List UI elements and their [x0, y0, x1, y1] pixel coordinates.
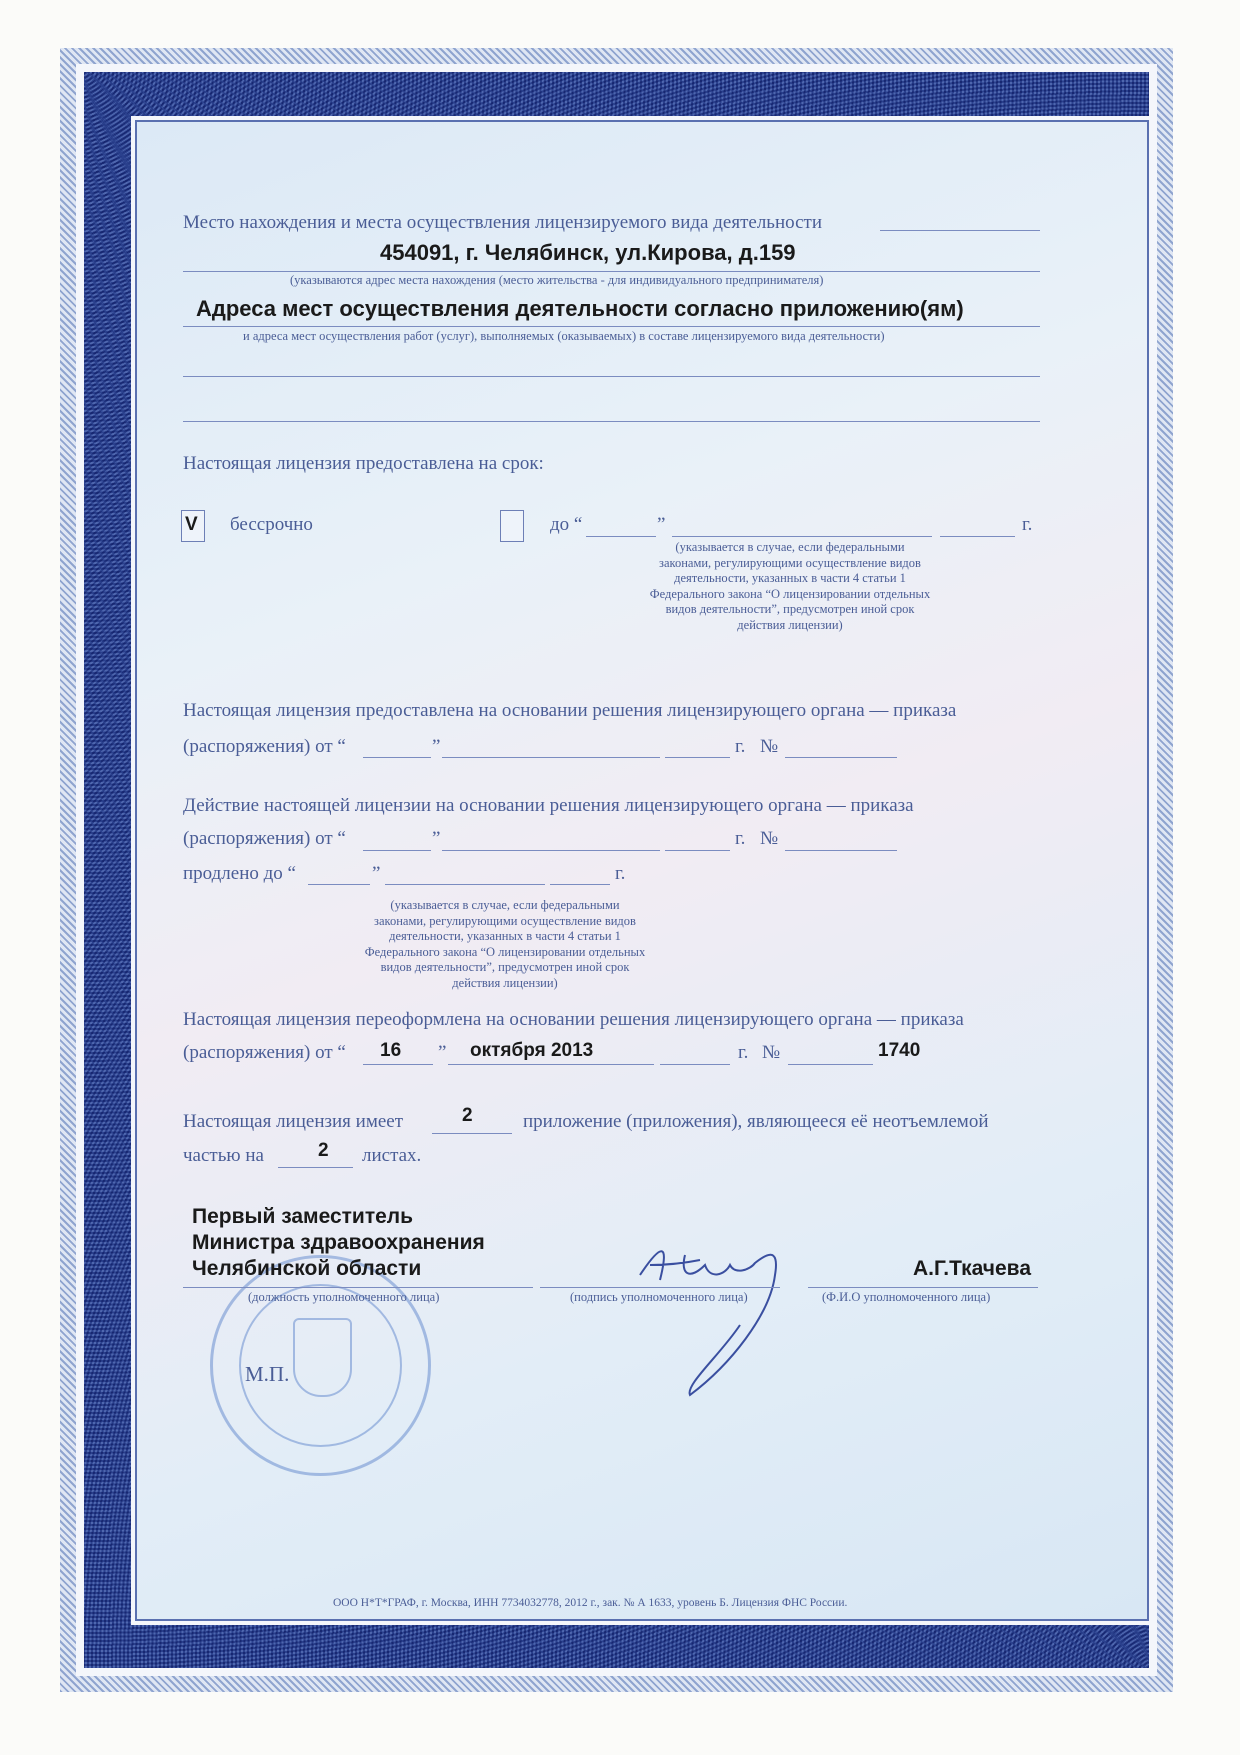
position-line: Министра здравоохранения [192, 1231, 485, 1254]
address-hint: (указываются адрес места нахождения (место жительства - для индивидуального предпринимателя) [290, 273, 824, 287]
extension-line1: Действие настоящей лицензии на основании решения лицензирующего органа — приказа [183, 795, 914, 816]
term-footnote: (указывается в случае, если федеральными законами, регулирующими осуществление видов деятельности, указанных в части 4 статьи 1 Федерального закона “О лицензировании отдельных видов деятельности”, предусмотрен иной срок действия лицензии) [649, 540, 931, 632]
until-label: до “ [550, 514, 583, 535]
name-hint: (Ф.И.О уполномоченного лица) [822, 1290, 991, 1304]
seal-label: М.П. [245, 1362, 290, 1386]
check-mark: V [185, 514, 198, 535]
g: г. [615, 863, 626, 884]
reissue-day: 16 [380, 1040, 402, 1061]
quote: ” [432, 736, 441, 757]
no: № [760, 736, 779, 757]
signature-hint: (подпись уполномоченного лица) [570, 1290, 748, 1304]
quote: ” [432, 828, 441, 849]
activity-hint: и адреса мест осуществления работ (услуг), выполняемых (оказываемых) в составе лицензируемого вида деятельности) [243, 329, 885, 343]
reissue-month-year: октября 2013 [470, 1040, 594, 1061]
signature-image [630, 1235, 810, 1400]
indefinite-label: бессрочно [230, 514, 313, 535]
extended-until: продлено до “ [183, 863, 296, 884]
quote: ” [657, 514, 666, 535]
address: 454091, г. Челябинск, ул.Кирова, д.159 [380, 240, 796, 265]
until-checkbox[interactable] [500, 510, 524, 542]
g: г. [735, 736, 746, 757]
signatory-name: А.Г.Ткачева [913, 1257, 1031, 1280]
quote: ” [438, 1042, 447, 1063]
no: № [760, 828, 779, 849]
activity-addresses: Адреса мест осуществления деятельности согласно приложению(ям) [196, 296, 964, 321]
appendix-suffix: приложение (приложения), являющееся её неотъемлемой [523, 1111, 989, 1132]
reissue-line2: (распоряжения) от “ [183, 1042, 346, 1063]
basis-line1: Настоящая лицензия предоставлена на основании решения лицензирующего органа — приказа [183, 700, 957, 721]
quote: ” [372, 863, 381, 884]
g: г. [738, 1042, 749, 1063]
extension-footnote: (указывается в случае, если федеральными законами, регулирующими осуществление видов деятельности, указанных в части 4 статьи 1 Федерального закона “О лицензировании отдельных видов деятельности”, предусмотрен иной срок действия лицензии) [364, 898, 646, 990]
term-label: Настоящая лицензия предоставлена на срок: [183, 453, 544, 474]
appendix-prefix: Настоящая лицензия имеет [183, 1111, 404, 1132]
appendix-line2-suffix: листах. [362, 1145, 422, 1166]
official-seal [210, 1255, 431, 1476]
position-line: Первый заместитель [192, 1205, 414, 1228]
reissue-line1: Настоящая лицензия переоформлена на основании решения лицензирующего органа — приказа [183, 1009, 964, 1030]
appendix-sheets: 2 [318, 1140, 329, 1161]
basis-line2: (распоряжения) от “ [183, 736, 346, 757]
year-suffix: г. [1022, 514, 1033, 535]
g: г. [735, 828, 746, 849]
position-line: Челябинской области [192, 1257, 422, 1280]
no: № [762, 1042, 781, 1063]
extension-line2: (распоряжения) от “ [183, 828, 346, 849]
appendix-line2: частью на [183, 1145, 264, 1166]
indefinite-checkbox[interactable] [181, 510, 205, 542]
reissue-number: 1740 [878, 1040, 921, 1061]
position-hint: (должность уполномоченного лица) [248, 1290, 440, 1304]
appendix-count: 2 [462, 1105, 473, 1126]
printer-footer: ООО Н*Т*ГРАФ, г. Москва, ИНН 7734032778, 2012 г., зак. № А 1633, уровень Б. Лицензия ФНС России. [333, 1597, 848, 1609]
location-label: Место нахождения и места осуществления лицензируемого вида деятельности [183, 212, 823, 233]
